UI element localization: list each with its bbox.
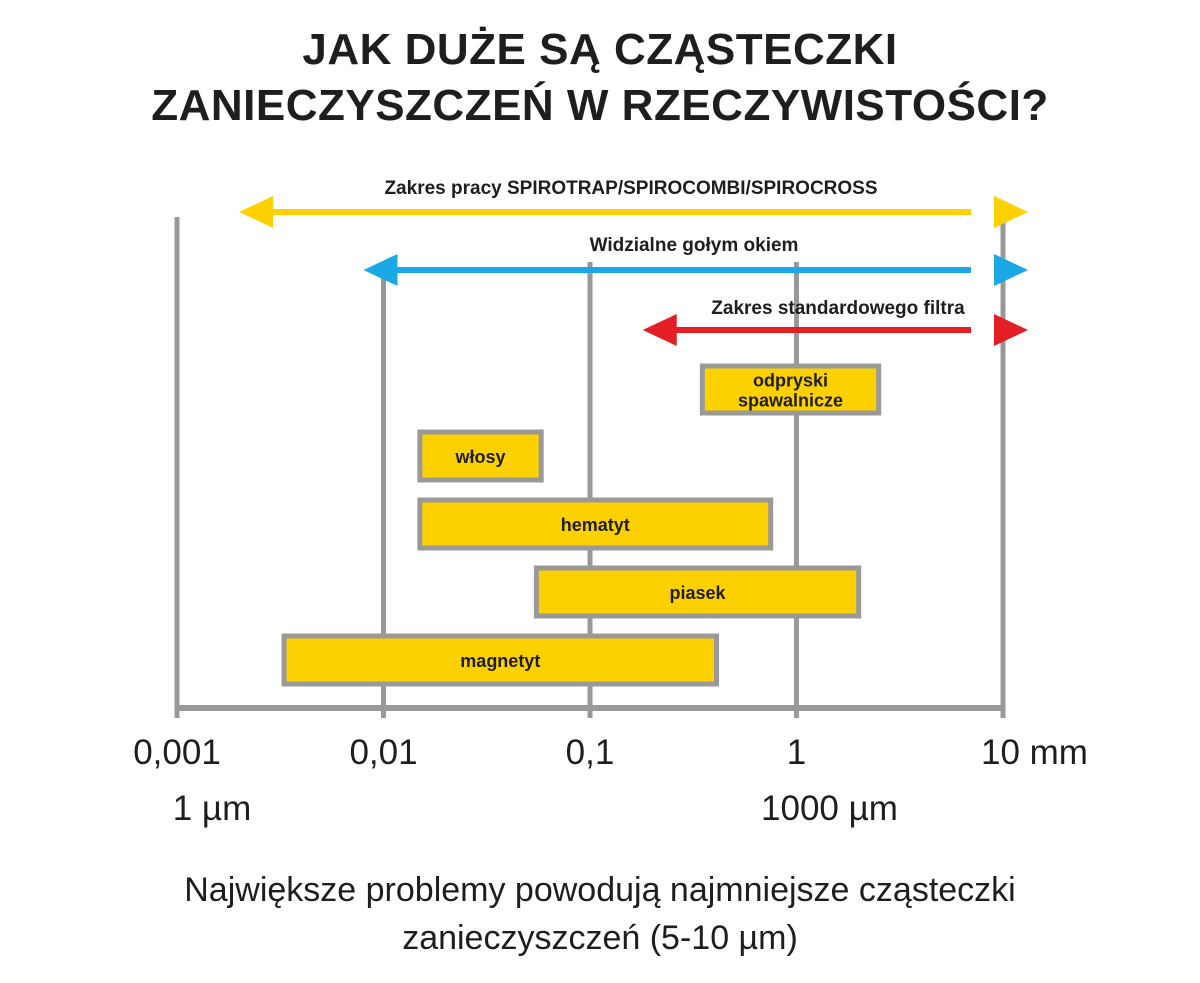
range-arrow-head-left-1 [239,196,273,228]
particle-bar-label-1-2: spawalnicze [737,390,844,411]
footnote [0,866,1200,962]
range-arrow-head-left-3 [643,314,677,346]
range-label-1: Zakres pracy SPIROTRAP/SPIROCOMBI/SPIROCROSS [384,178,878,199]
x-tick-label-3: 0,1 [565,733,615,772]
x-tick-label-5: 10 mm [981,733,1088,772]
x-secondary-label-1: 1 µm [172,789,252,828]
range-label-2: Widzialne gołym okiem [589,235,799,256]
range-arrow-head-right-3 [994,314,1028,346]
particle-bar-label-5-1: magnetyt [460,651,541,671]
footnote-line-1: Największe problemy powodują najmniejsze cząsteczki [184,871,1016,909]
range-arrow-head-right-2 [994,254,1028,286]
footnote-line-2: zanieczyszczeń (5-10 µm) [402,919,798,957]
range-arrow-head-left-2 [363,254,397,286]
chart-title-line-2: ZANIECZYSZCZEŃ W RZECZYWISTOŚCI? [151,81,1049,130]
chart-title-line-1: JAK DUŻE SĄ CZĄSTECZKI [302,25,898,74]
particle-bar-label-4-1: piasek [669,583,726,603]
x-tick-label-4: 1 [786,733,807,772]
range-arrow-head-right-1 [994,196,1028,228]
particle-bar-label-3-1: hematyt [560,515,630,535]
particle-bar-label-1-1: odpryski [752,370,829,391]
x-secondary-label-2: 1000 µm [761,789,898,828]
x-axis [133,708,1088,828]
particle-bars [284,366,879,684]
range-arrows [239,178,1028,346]
particle-bar-label-2-1: włosy [455,447,506,467]
x-tick-label-1: 0,001 [133,733,221,772]
range-label-3: Zakres standardowego filtra [711,298,965,319]
x-tick-label-2: 0,01 [349,733,418,772]
